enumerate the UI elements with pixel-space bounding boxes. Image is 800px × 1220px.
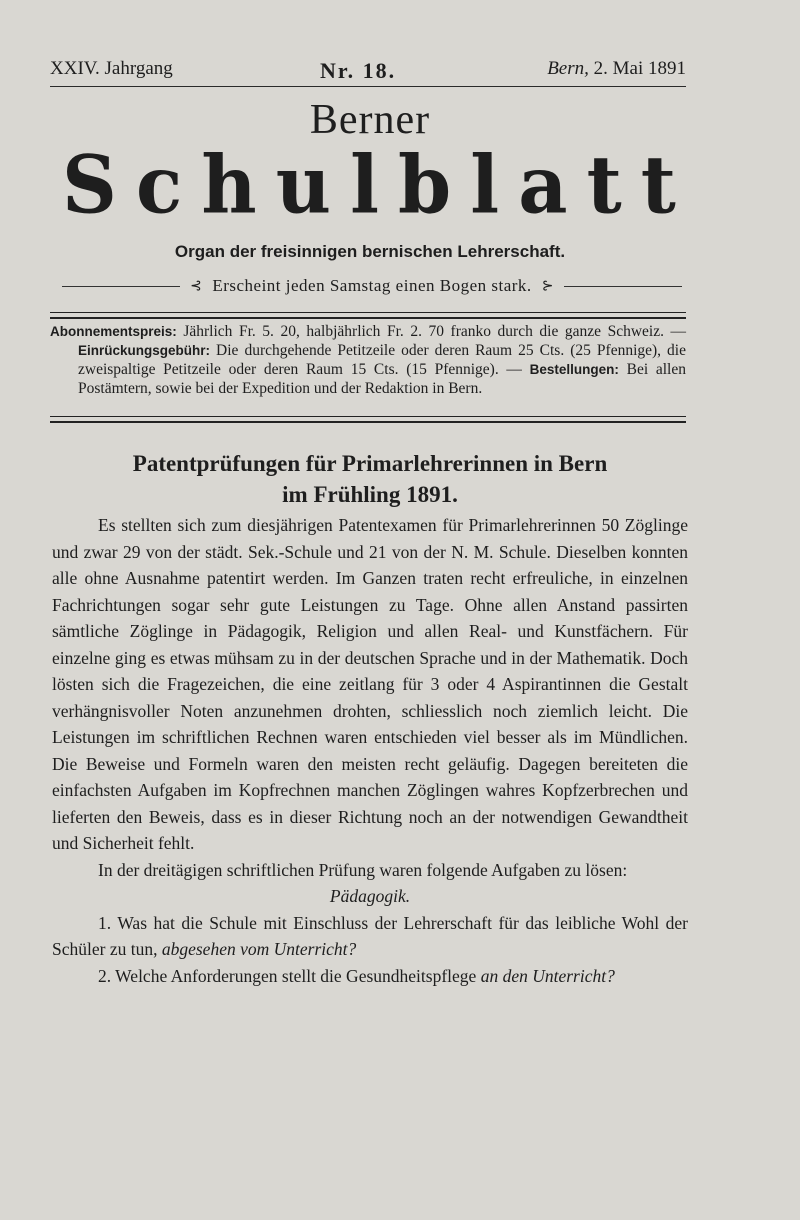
ornament-right-icon: ⊱ [541,278,554,294]
title-letter: c [135,137,183,232]
subscription-rule-bottom [50,416,686,423]
orders-label: Bestellungen: [529,362,619,377]
title-letter: a [518,137,568,232]
ornament-line-left [62,286,180,287]
title-schulblatt [62,137,676,232]
subscription-label: Abonnementspreis: [50,324,177,339]
question-1-text: 1. Was hat die Schule mit Einschluss der Lehrerschaft für das leibliche Wohl der Schüler zu tun, [52,912,688,959]
paragraph-2: In der dreitägigen schriftlichen Prüfung waren folgende Aufgaben zu lösen: [98,859,628,880]
subscription-info [50,322,686,398]
issue-number: Nr. 18. [320,58,397,83]
title-letter: u [275,137,331,232]
article-title [50,448,690,510]
article-title-line2: im Frühling 1891. [282,482,458,507]
question-2 [52,963,688,990]
orders-text: Bei allen Postämtern, sowie bei der Expedition und der Redaktion in Bern. [78,361,686,397]
question-1 [52,910,688,963]
title-letter: t [640,137,676,232]
question-2-text: 2. Welche Anforderungen stellt die Gesundheitspflege [98,965,477,986]
title-berner: Berner [309,97,431,143]
section-heading: Pädagogik. [329,886,411,906]
masthead-row [50,58,686,88]
article-body [52,512,688,989]
question-1-emphasis: abgesehen vom Unterricht? [161,939,357,959]
place-label: Bern, [547,58,589,79]
date-line [547,58,686,80]
paragraph-1: Es stellten sich zum diesjährigen Patentexamen für Primarlehrerinnen 50 Zöglinge und zwar 29 von der städt. Sek.-Schule und 21 von der N. M. Schule. Dieselben konnten alle ohne Ausnahme patentirt werden. Im Ganzen traten recht erfreuliche, in einzelnen Fachrichtungen sogar sehr gute Leistungen zu Tage. Ohne allen Anstand passirten sämtliche Zöglinge in Pädagogik, Religion und allen Real- und Kunstfächern. Für einzelne ging es etwas mühsam zu in der deutschen Sprache und in der Mathematik. Doch lösten sich die Fragezeichen, die eine zeitlang für 3 oder 4 Aspirantinnen die Gestalt verhängnisvoller Noten anzunehmen drohten, schliesslich noch ziemlich leicht. Die Leistungen im schriftlichen Rechnen waren entschieden viel besser als im Mündlichen. Die Beweise und Formeln waren den meisten recht geläufig. Dagegen bereiteten die einfachsten Aufgaben im Kopfrechnen manchen Zöglingen wahres Kopfzerbrechen und lieferten den Beweis, dass es in dieser Richtung noch an der notwendigen Gewandtheit und Sicherheit fehlt. [52,515,688,853]
date-label: 2. Mai 1891 [593,58,686,79]
volume-label: XXIV. Jahrgang [50,58,173,79]
article-title-line1: Patentprüfungen für Primarlehrerinnen in Bern [132,451,608,476]
insertion-fee-label: Einrückungsgebühr: [78,343,211,358]
title-letter: S [62,137,117,232]
title-letter: b [398,137,452,232]
ornament-left-icon: ⊰ [190,278,203,294]
header-rule [50,86,686,87]
subtitle: Organ der freisinnigen bernischen Lehrerschaft. [174,242,566,261]
title-letter: l [350,137,379,232]
title-letter: t [586,137,622,232]
publication-frequency [62,276,682,296]
subscription-price: Jährlich Fr. 5. 20, halbjährlich Fr. 2. 70 franko durch die ganze Schweiz. — [183,323,687,340]
title-letter: h [201,137,257,232]
insertion-fee-text: Die durchgehende Petitzeile oder deren Raum 25 Cts. (25 Pfennige), die zweispaltige Petitzeile oder deren Raum 15 Cts. (15 Pfennige). — [78,342,686,378]
subscription-rule-top [50,312,686,319]
frequency-text: Erscheint jeden Samstag einen Bogen stark. [212,276,532,295]
question-2-emphasis: an den Unterricht? [480,965,615,986]
title-letter: l [470,137,500,232]
ornament-line-right [564,286,682,287]
